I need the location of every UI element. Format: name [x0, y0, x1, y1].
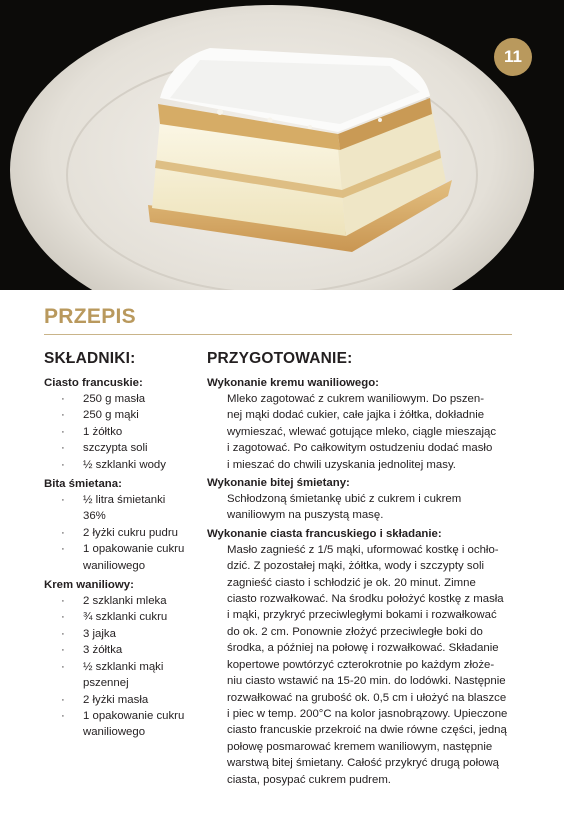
ingredient-list [44, 492, 194, 574]
ingredient-list [44, 593, 194, 741]
ingredient-item: · 1 żółtko [61, 425, 123, 438]
ingredient-item: · ½ szklanki wody [61, 458, 166, 471]
cake-photo [0, 0, 564, 290]
step-title: Wykonanie kremu waniliowego: [207, 377, 379, 389]
ingredient-group-title: Krem waniliowy: [44, 579, 134, 592]
step-text: Mleko zagotować z cukrem waniliowym. Do pszen- nej mąki dodać cukier, całe jajka i żółtka, dokładnie wymieszać, wlewać gotujące mleko, ciągle mieszając i zagotować. Po całkowitym ostudzeniu dodać masło i mieszać do chwili uzyskania jednolitej masy. [227, 393, 497, 471]
ingredient-item: · ¾ szklanki cukru [61, 611, 168, 624]
ingredient-item: · szczypta soli [61, 442, 148, 455]
ingredients-column [44, 350, 194, 744]
step-text: Masło zagnieść z 1/5 mąki, uformować kostkę i ochło- dzić. Z pozostałej mąki, żółtka, wody i szczypty soli zagnieść ciasto i schłodzić je ok. 20 minut. Zimne ciasto rozwałkować. Na środku położyć kostkę z masła i mąki, przykryć przeciwległymi bokami i rozwałkować do ok. 2 cm. Ponownie złożyć przeciwległe boki do środka, a później na połowę i rozwałkować. Składanie kopertowe powtórzyć czterokrotnie po każdym złoże- niu ciasto wstawić na 15-20 min. do lodówki. Następnie rozwałkować na grubość ok. 0,5 cm i ułożyć na blaszce i piec w temp. 200°C na kolor jasnobrązowy. Upieczone ciasto francuskie przekroić na dwie równe części, jedną połowę posmarować kremem waniliowym, następnie warstwą bitej śmietany. Całość przykryć drugą połową ciasta, posypać cukrem pudrem. [227, 543, 508, 786]
ingredient-item: · ½ litra śmietanki 36% [61, 494, 166, 523]
ingredient-item: · 3 jajka [61, 627, 116, 640]
ingredient-item: · ½ szklanki mąki pszennej [61, 660, 164, 690]
page-number-badge: 11 [494, 38, 532, 76]
title-divider [44, 334, 512, 335]
ingredient-item: · 1 opakowanie cukru waniliowego [61, 543, 185, 572]
ingredient-item: · 2 łyżki cukru pudru [61, 526, 178, 539]
ingredient-group-title: Bita śmietana: [44, 478, 122, 491]
preparation-column [207, 350, 519, 790]
step-text: Schłodzoną śmietankę ubić z cukrem i cukrem waniliowym na puszystą masę. [227, 493, 462, 522]
ingredient-group-title: Ciasto francuskie: [44, 377, 143, 389]
ingredient-item: · 2 szklanki mleka [61, 595, 167, 608]
ingredients-heading: SKŁADNIKI: [44, 350, 136, 367]
ingredient-item: · 2 łyżki masła [61, 693, 149, 706]
preparation-heading: PRZYGOTOWANIE: [207, 350, 353, 367]
ingredient-item: · 250 g mąki [61, 409, 139, 422]
ingredient-item: · 3 żółtka [61, 644, 123, 657]
section-title: PRZEPIS [44, 305, 136, 328]
ingredient-item: · 250 g masła [61, 393, 146, 405]
step-title: Wykonanie bitej śmietany: [207, 477, 350, 490]
ingredient-item: · 1 opakowanie cukru waniliowego [61, 709, 185, 739]
step-title: Wykonanie ciasta francuskiego i składanie: [207, 527, 442, 540]
cake-illustration [0, 0, 564, 290]
ingredient-list [44, 391, 194, 473]
